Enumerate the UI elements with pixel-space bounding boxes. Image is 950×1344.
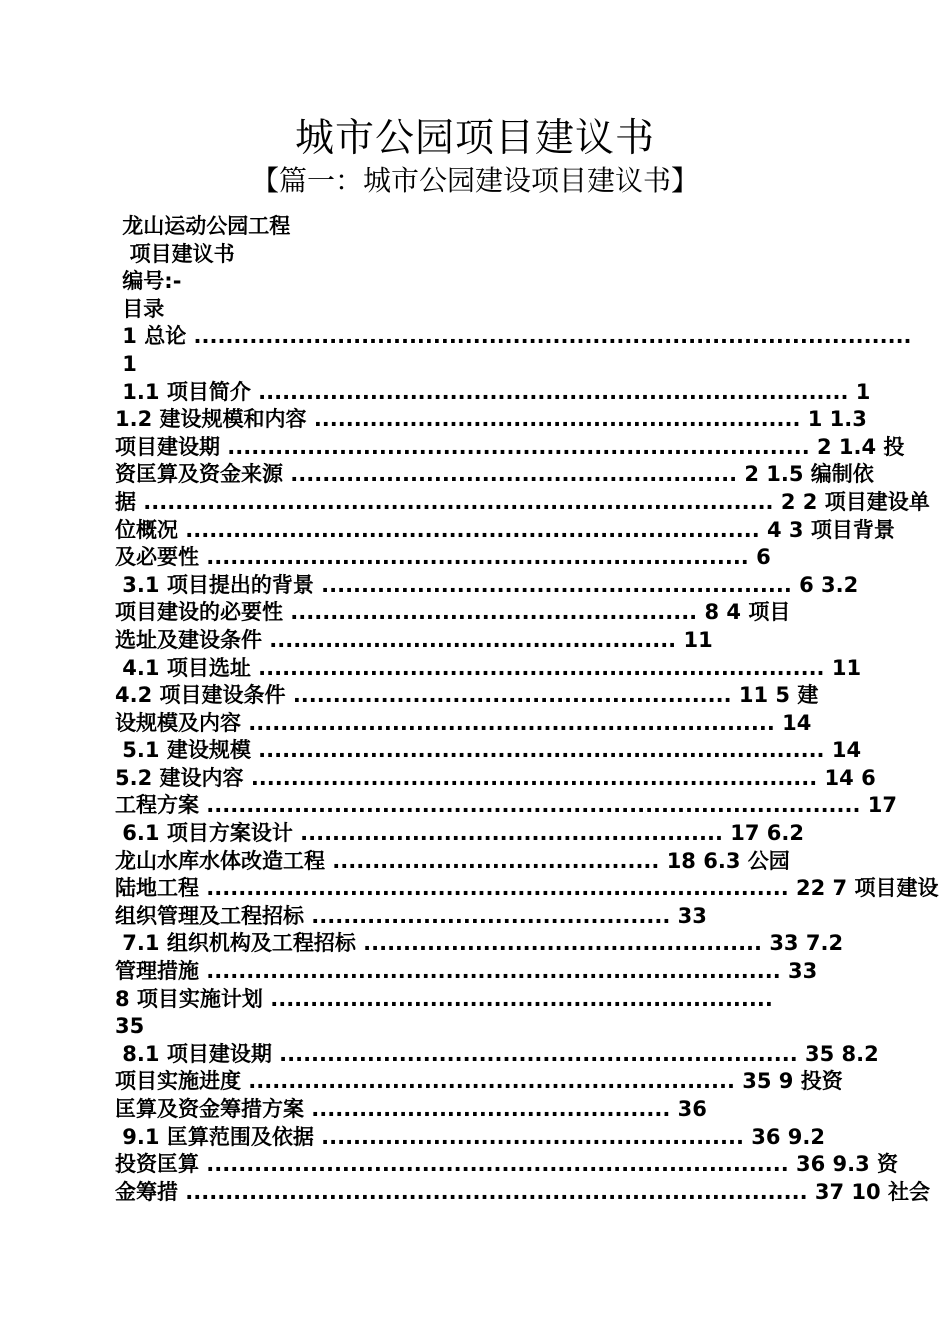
toc-line: 组织管理及工程招标 ............................................. 33 <box>115 903 707 928</box>
document-title: 城市公园项目建议书 <box>294 116 655 161</box>
toc-line: 龙山水库水体改造工程 ......................................... 18 6.3 公园 <box>115 848 790 873</box>
project-name: 龙山运动公园工程 <box>115 214 291 238</box>
toc-line: 设规模及内容 .................................................................. 14 <box>115 710 812 735</box>
toc-line: 8.1 项目建设期 ................................................................. 35 8.2 <box>115 1041 879 1066</box>
toc-line: 项目建设的必要性 ................................................... 8 4 项目 <box>115 600 791 625</box>
toc-line: 1 总论 .......................................................................................... <box>115 324 912 349</box>
toc-line: 9.1 匡算范围及依据 ..................................................... 36 9.2 <box>115 1124 825 1149</box>
toc-line: 项目实施进度 ............................................................. 35 9 投资 <box>115 1069 843 1094</box>
toc-line: 4.1 项目选址 ....................................................................... 11 <box>115 655 862 680</box>
toc-line: 7.1 组织机构及工程招标 .................................................. 33 7.2 <box>115 931 844 956</box>
toc-line: 3.1 项目提出的背景 ........................................................... 6 3.2 <box>115 572 859 597</box>
document-type: 项目建议书 <box>115 241 235 266</box>
toc-line: 5.1 建设规模 ....................................................................... 14 <box>115 738 862 763</box>
toc-line: 投资匡算 ......................................................................... 36 9.3 资 <box>115 1152 899 1177</box>
toc-line: 4.2 项目建设条件 ....................................................... 11 5 建 <box>115 683 819 708</box>
toc-line: 陆地工程 ......................................................................... 22 7 项目建设 <box>115 876 939 901</box>
toc-line: 项目建设期 ......................................................................... 2 1.4 投 <box>115 434 905 459</box>
toc-line: 位概况 ........................................................................ 4 3 项目背景 <box>115 517 895 542</box>
document-subtitle: 【篇一：城市公园建设项目建议书】 <box>250 164 699 197</box>
document-number: 编号:- <box>115 269 182 294</box>
toc-line: 工程方案 .................................................................................. 17 <box>115 793 898 818</box>
toc-line: 6.1 项目方案设计 ..................................................... 17 6.2 <box>115 821 804 846</box>
toc-line: 1.1 项目简介 .......................................................................... 1 <box>115 379 871 404</box>
toc-line: 资匡算及资金来源 ........................................................ 2 1.5 编制依 <box>115 462 874 487</box>
toc-line: 及必要性 .................................................................... 6 <box>115 545 771 570</box>
toc-line: 35 <box>115 1014 145 1039</box>
toc-line: 匡算及资金筹措方案 ............................................. 36 <box>115 1097 707 1121</box>
toc-line: 选址及建设条件 ................................................... 11 <box>115 627 713 652</box>
toc-line: 管理措施 ........................................................................ 33 <box>115 959 818 984</box>
toc-line: 1 <box>115 351 137 376</box>
toc-line: 5.2 建设内容 ....................................................................... 14 6 <box>115 765 876 790</box>
table-of-contents <box>115 213 939 1206</box>
toc-line: 金筹措 .............................................................................. 37 10 社会 <box>115 1179 930 1204</box>
toc-line: 据 ............................................................................... 2 2 项目建设单 <box>115 489 930 514</box>
toc-line: 1.2 建设规模和内容 ............................................................. 1 1.3 <box>115 407 867 432</box>
toc-heading: 目录 <box>115 296 165 321</box>
toc-line: 8 项目实施计划 ............................................................... <box>115 986 773 1011</box>
